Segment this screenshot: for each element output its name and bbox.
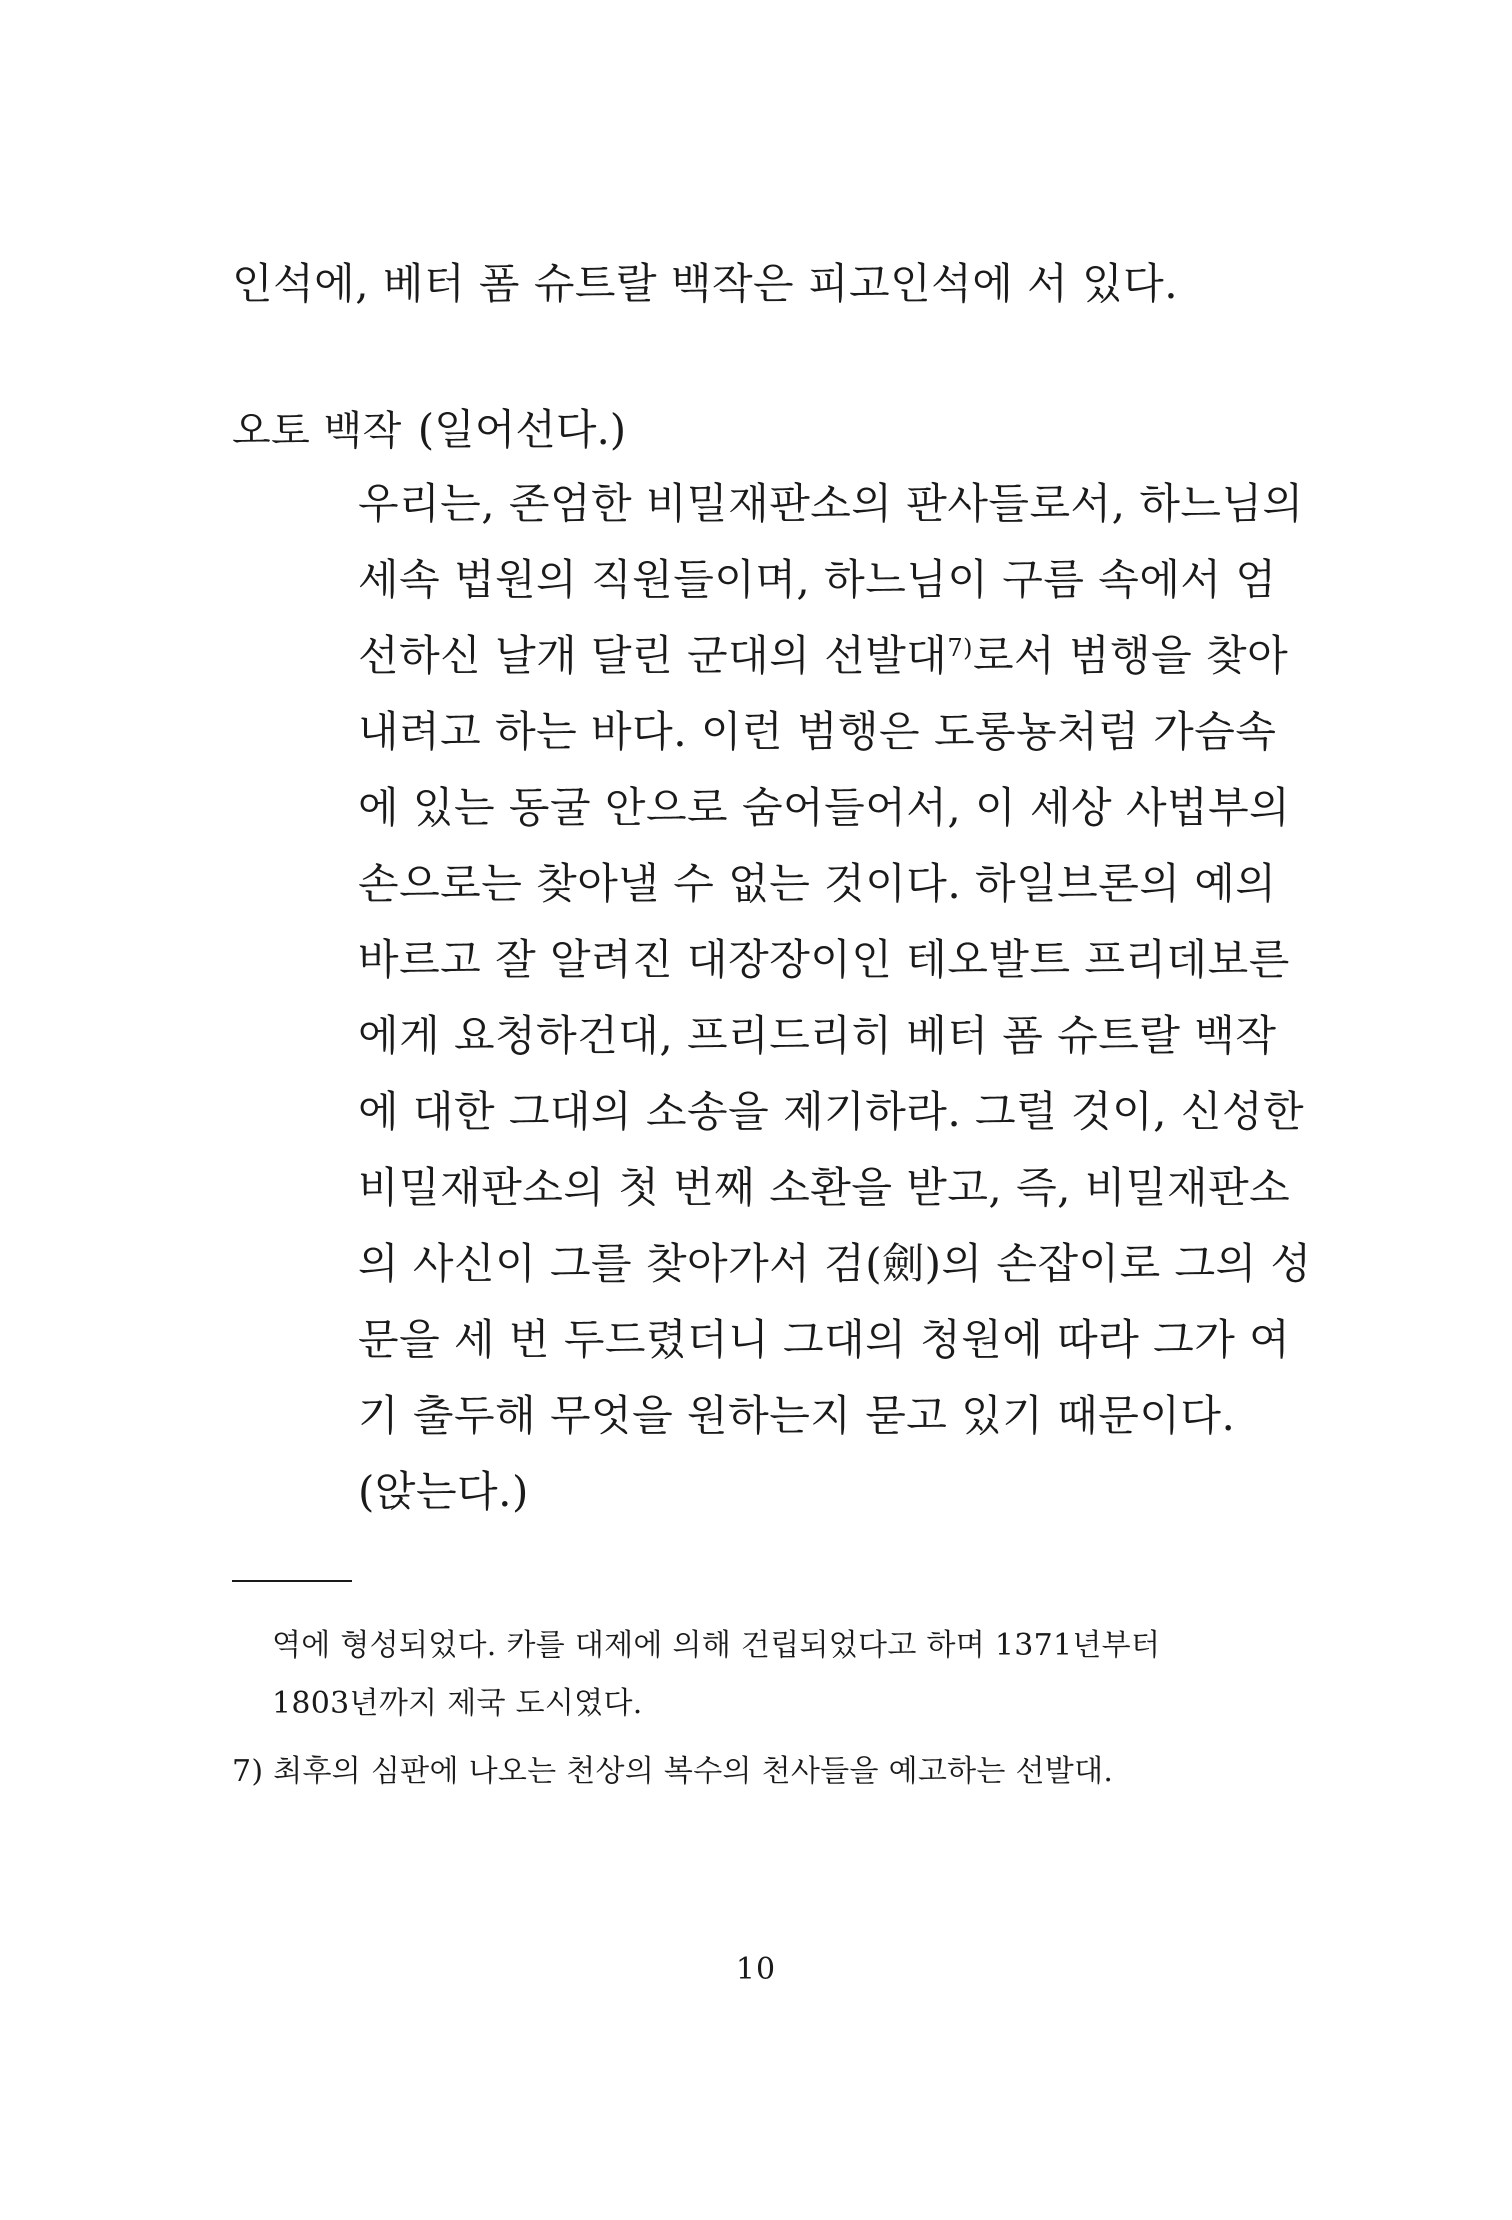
page-number: 10 (735, 1952, 777, 1987)
speaker-name: 오토 백작 (232, 408, 402, 454)
speech-line-12: 문을 세 번 두드렸더니 그대의 청원에 따라 그가 여 (358, 1315, 1291, 1364)
closing-stage-direction: (앉는다.) (358, 1467, 529, 1516)
footnote-separator (232, 1580, 352, 1582)
stage-direction: (일어선다.) (417, 405, 627, 454)
speech-line-11: 의 사신이 그를 찾아가서 검(劍)의 손잡이로 그의 성 (358, 1239, 1312, 1288)
speech-line-7: 바르고 잘 알려진 대장장이인 테오발트 프리데보른 (358, 935, 1290, 984)
speaker-row (232, 402, 626, 459)
speech-line-3 (358, 628, 1289, 684)
footnote-reference-7: 7) (947, 634, 973, 662)
speech-line-4: 내려고 하는 바다. 이런 범행은 도롱뇽처럼 가슴속 (358, 707, 1277, 756)
opening-line: 인석에, 베터 폼 슈트랄 백작은 피고인석에 서 있다. (232, 259, 1179, 308)
speech-line-1: 우리는, 존엄한 비밀재판소의 판사들로서, 하느님의 (358, 479, 1304, 528)
speech-line-5: 에 있는 동굴 안으로 숨어들어서, 이 세상 사법부의 (358, 783, 1291, 832)
speech-line-9: 에 대한 그대의 소송을 제기하라. 그럴 것이, 신성한 (358, 1087, 1305, 1136)
speech-line-10: 비밀재판소의 첫 번째 소환을 받고, 즉, 비밀재판소 (358, 1163, 1291, 1212)
footnote-continuation-line-2: 1803년까지 제국 도시였다. (272, 1686, 643, 1721)
footnote-continuation-line-1: 역에 형성되었다. 카를 대제에 의해 건립되었다고 하며 1371년부터 (272, 1628, 1161, 1663)
speech-line-13: 기 출두해 무엇을 원하는지 묻고 있기 때문이다. (358, 1391, 1236, 1440)
speech-line-8: 에게 요청하건대, 프리드리히 베터 폼 슈트랄 백작 (358, 1011, 1277, 1060)
speech-line-6: 손으로는 찾아낼 수 없는 것이다. 하일브론의 예의 (358, 859, 1277, 908)
speech-line-3-before: 선하신 날개 달린 군대의 선발대 (358, 631, 948, 680)
speech-line-2: 세속 법원의 직원들이며, 하느님이 구름 속에서 엄 (358, 555, 1277, 604)
speech-line-3-after: 로서 범행을 찾아 (972, 631, 1289, 680)
footnote-7: 7) 최후의 심판에 나오는 천상의 복수의 천사들을 예고하는 선발대. (232, 1754, 1114, 1789)
